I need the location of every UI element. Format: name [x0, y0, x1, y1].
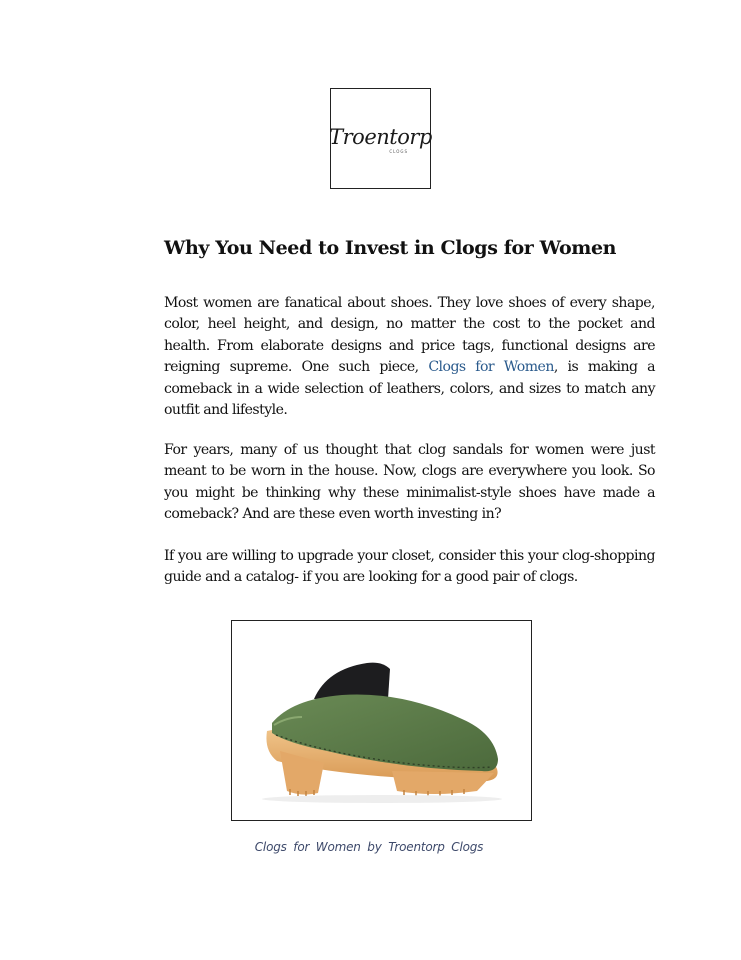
- brand-logo: [330, 88, 431, 189]
- article-title: Why You Need to Invest in Clogs for Women: [164, 237, 617, 259]
- paragraph-guide: If you are willing to upgrade your closet, consider this your clog-shopping guide and a catalog- if you are looking for a good pair of clogs.: [164, 548, 655, 586]
- clogs-for-women-link[interactable]: Clogs for Women: [428, 359, 554, 376]
- product-image: [231, 620, 532, 821]
- logo-subtitle: CLOGS: [389, 149, 408, 154]
- image-caption: Clogs for Women by Troentorp Clogs: [254, 840, 484, 854]
- paragraph-intro: [164, 293, 655, 421]
- paragraph-history: For years, many of us thought that clog sandals for women were just meant to be worn in the house. Now, clogs are everywhere you look. So you might be thinking why these minimalist-style shoes have made a comeback? And are these even worth investing in?: [164, 442, 655, 523]
- paragraph-intro-text-b: , is making a comeback in a wide selection of leathers, colors, and sizes to match any outfit and lifestyle.: [164, 359, 655, 419]
- paragraph-intro-text-a: Most women are fanatical about shoes. They love shoes of every shape, color, heel height, and design, no matter the cost to the pocket and health. From elaborate designs and price tags, functional designs are reigning supreme. One such piece,: [164, 295, 655, 376]
- logo-wordmark: Troentorp: [329, 125, 432, 149]
- green-clog-illustration: [232, 621, 531, 820]
